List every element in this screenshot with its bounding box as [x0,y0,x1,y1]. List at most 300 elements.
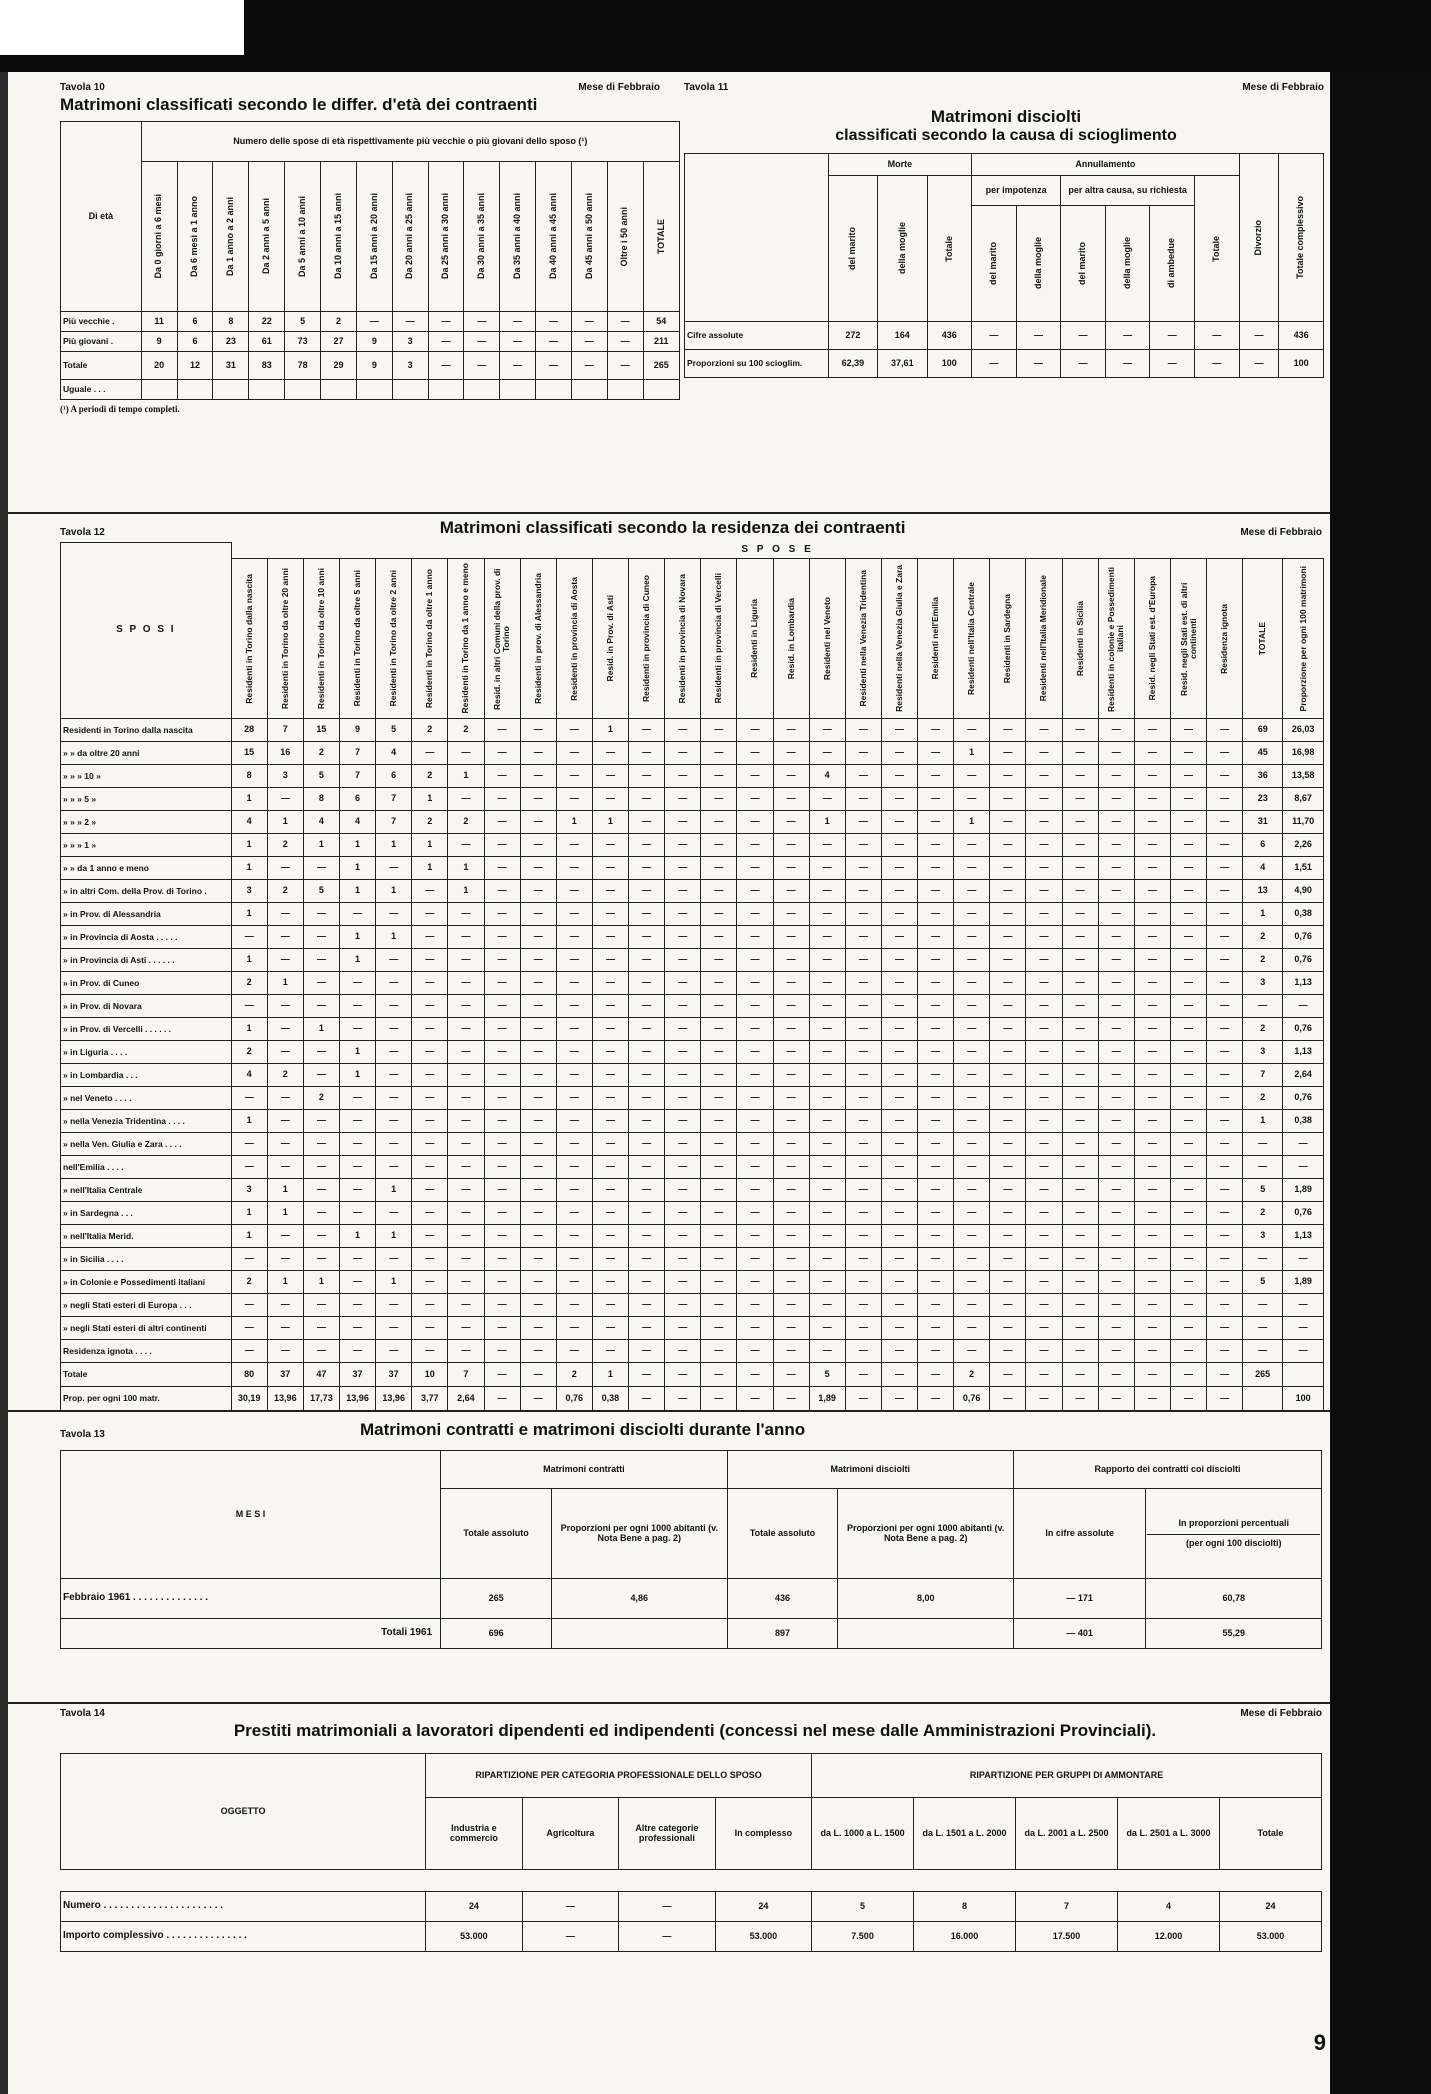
table-12-cell: 8,67 [1283,788,1324,811]
table-10-cell: 54 [643,312,679,332]
table-12-cell: — [412,1133,448,1156]
table-10-cell: 5 [285,312,321,332]
table-12-cell: — [665,1156,701,1179]
table-12-cell: 2 [1243,926,1283,949]
table-14-col-head: Totale [1219,1798,1321,1870]
table-12-cell: — [484,1133,520,1156]
table-12-cell: — [881,765,917,788]
table-12-cell: — [1283,1294,1324,1317]
table-12-row-label: » in altri Com. della Prov. di Torino . [61,880,232,903]
table-10-col-head [571,162,607,312]
table-12-col-head [520,559,556,719]
table-12-cell: — [1062,1271,1098,1294]
table-11-group-annullamento: Annullamento [972,154,1239,176]
table-12-cell: — [448,1248,484,1271]
table-12-cell: — [1098,995,1134,1018]
table-13-col-disciolti-prop: Proporzioni per ogni 1000 abitanti (v. Nota Bene a pag. 2) [838,1489,1014,1579]
table-12-cell: — [1207,1363,1243,1387]
table-12-cell: — [845,1271,881,1294]
table-12-cell: — [1283,1248,1324,1271]
table-12-cell: 2 [231,1271,267,1294]
table-11-col-morte-totale: Totale [943,235,954,262]
table-12-cell: — [737,1294,773,1317]
table-12-cell: — [303,949,339,972]
page-number: 9 [1313,2030,1326,2055]
table-11-cell: — [1239,322,1279,350]
table-12-cell: — [1098,903,1134,926]
table-10-col-label: Da 15 anni a 20 anni [368,193,379,280]
table-11-cell: 100 [1279,350,1324,378]
table-12-cell: — [773,1271,809,1294]
table-10-row-label: Più vecchie . [61,312,142,332]
table-12-cell: — [773,926,809,949]
table-11-cell: — [1016,322,1061,350]
table-13-cell [552,1619,728,1649]
table-12-cell: — [484,1363,520,1387]
table-12-cell: 0,76 [556,1387,592,1411]
table-12-cell: 0,76 [954,1387,990,1411]
table-12-cell: — [665,719,701,742]
table-12-cell: — [665,926,701,949]
table-12-cell: — [1062,949,1098,972]
table-12-cell: — [592,1041,628,1064]
table-12-cell: — [990,1248,1026,1271]
table-12-cell: — [881,1387,917,1411]
table-12-row-label: » in Lombardia . . . [61,1064,232,1087]
table-12-cell: — [1026,1041,1062,1064]
table-14-cell: 53.000 [1219,1922,1321,1952]
table-12-row-label: Residenza ignota . . . . [61,1340,232,1363]
table-12-cell: 26,03 [1283,719,1324,742]
table-10-row-label: Uguale . . . [61,380,142,400]
table-12-cell: — [556,765,592,788]
table-12-cell: — [629,1133,665,1156]
table-12-cell: — [881,1248,917,1271]
table-12-col-label: Residenti nell'Italia Meridionale [1038,575,1049,702]
table-12-cell: — [448,903,484,926]
table-12-cell: — [954,880,990,903]
table-12-cell: — [376,1064,412,1087]
table-12-cell: — [592,1064,628,1087]
table-13-row-label: Totali 1961 [61,1619,441,1649]
table-10-col-head [643,162,679,312]
table-12-cell: — [809,1133,845,1156]
table-12-cell: — [737,834,773,857]
table-12-cell: — [845,811,881,834]
table-12-cell: — [990,1225,1026,1248]
table-row [61,1202,1324,1225]
table-10-cell: — [607,312,643,332]
table-12-cell: — [376,1248,412,1271]
table-12-cell: — [484,1110,520,1133]
table-12-cell: 7 [267,719,303,742]
table-12-cell: — [918,719,954,742]
table-12-cell: — [592,1087,628,1110]
table-14-row-label: Importo complessivo . . . . . . . . . . . . . . . [61,1922,426,1952]
table-11-col-imp-moglie: della moglie [1032,237,1043,290]
table-14-cell: 24 [1219,1892,1321,1922]
table-12-col-label: Residenti in Sicilia [1074,600,1085,677]
table-12-col-head [773,559,809,719]
table-12-cell: — [629,1202,665,1225]
table-12-cell: — [1062,1387,1098,1411]
table-12-cell: — [1026,1294,1062,1317]
table-10-cell: — [356,312,392,332]
table-12-cell: — [918,949,954,972]
table-12-cell: — [412,1202,448,1225]
table-12-row-label: » » da 1 anno e meno [61,857,232,880]
table-12-col-label: Residenti in Torino da 1 anno e meno [460,563,471,714]
table-12-cell: — [412,1317,448,1340]
table-12-cell: — [1283,1317,1324,1340]
table-14-col-head: Agricoltura [522,1798,618,1870]
table-12-cell: — [665,903,701,926]
scan-left-border [0,72,8,2094]
table-12-cell: 1,13 [1283,972,1324,995]
table-12-cell: — [484,719,520,742]
table-11-cell: 100 [927,350,972,378]
table-12-cell: — [845,972,881,995]
table-12-cell: — [1170,880,1206,903]
table-12-cell: — [267,1225,303,1248]
table-row [61,1271,1324,1294]
table-12-cell: — [954,995,990,1018]
table-12-cell: — [1098,1179,1134,1202]
table-row [61,352,680,380]
table-12-col-label: Resid. negli Stati est. d'Europa [1146,576,1157,701]
table-12-row-label: » nel Veneto . . . . [61,1087,232,1110]
table-12-cell: — [701,926,737,949]
table-12-cell: — [267,1294,303,1317]
table-12-cell: — [1062,972,1098,995]
table-12-cell: — [376,1041,412,1064]
table-12-cell: — [484,1271,520,1294]
table-12-cell: — [1134,1271,1170,1294]
table-11 [684,153,1324,378]
table-12-cell: — [629,742,665,765]
table-12-cell: — [665,1133,701,1156]
table-12-cell: — [954,1248,990,1271]
table-12-row-label: Totale [61,1363,232,1387]
table-row [61,972,1324,995]
table-14-title: Prestiti matrimoniali a lavoratori dipendenti ed indipendenti (concessi nel mese dalle Amministrazioni Provinciali). [233,1721,1157,1740]
table-12-cell: — [737,1041,773,1064]
table-14-cell: — [619,1922,715,1952]
table-12-cell: 1 [954,742,990,765]
table-10-title: Matrimoni classificati secondo le differ. d'età dei contraenti [60,95,538,114]
table-12-cell: — [1170,1271,1206,1294]
table-12-cell: 5 [1243,1271,1283,1294]
table-12-cell: — [1062,857,1098,880]
table-12-col-label: Proporzione per ogni 100 matrimoni [1297,565,1308,712]
table-12-cell: — [845,949,881,972]
table-12-cell: — [1026,972,1062,995]
table-12-cell: — [303,995,339,1018]
table-11-tag: Tavola 11 [684,82,729,93]
table-12-cell: 6 [340,788,376,811]
table-12-cell: — [773,1363,809,1387]
table-12-cell: — [665,1363,701,1387]
table-12-cell: — [556,1225,592,1248]
table-12-title: Matrimoni classificati secondo la residenza dei contraenti [439,518,906,537]
table-12-cell: — [809,1248,845,1271]
table-12-cell: — [918,1041,954,1064]
table-12-col-head [701,559,737,719]
table-12-cell: — [1243,1248,1283,1271]
table-12-cell: 2 [556,1363,592,1387]
table-12-cell: — [918,1202,954,1225]
table-12-cell: — [1026,1110,1062,1133]
table-12-cell: — [809,1156,845,1179]
table-12-cell: — [592,880,628,903]
table-12-cell: — [845,719,881,742]
table-12-cell: — [1243,1340,1283,1363]
table-12-cell: 1 [267,1271,303,1294]
table-12-cell: — [773,719,809,742]
table-12-cell: — [520,1018,556,1041]
table-12-cell: 36 [1243,765,1283,788]
table-12-cell: 1 [1243,1110,1283,1133]
table-13-col-in-prop-sub: (per ogni 100 disciolti) [1147,1534,1320,1548]
table-12-cell: — [1207,995,1243,1018]
table-12-cell: — [954,1110,990,1133]
table-12-cell: — [701,788,737,811]
table-12-cell: — [1098,857,1134,880]
table-12-cell: — [376,1156,412,1179]
table-12-row-label: » nella Ven. Giulia e Zara . . . . [61,1133,232,1156]
table-12-cell: — [1170,1018,1206,1041]
table-14-section [60,1708,1330,1952]
divider-1 [8,512,1330,514]
table-12-cell: — [701,742,737,765]
table-row [61,1340,1324,1363]
table-12-cell: — [448,1340,484,1363]
table-12-cell: — [448,1271,484,1294]
table-12-cell: — [629,1179,665,1202]
table-12-cell: — [412,903,448,926]
table-12-col-head [1283,559,1324,719]
table-12-cell: — [701,1018,737,1041]
table-12-cell: — [773,857,809,880]
table-12-cell: — [701,1087,737,1110]
table-12-cell: — [484,1317,520,1340]
table-12-col-head [629,559,665,719]
table-10-cell: 9 [141,332,177,352]
table-12-cell: — [1207,949,1243,972]
table-12-cell: — [340,1179,376,1202]
table-12-cell: — [990,1156,1026,1179]
table-12-cell: — [1062,1156,1098,1179]
table-12-cell: — [737,1363,773,1387]
table-12-cell: — [665,742,701,765]
table-12-cell: — [1134,765,1170,788]
table-12-cell: — [809,788,845,811]
table-12-cell: — [881,1133,917,1156]
table-12-cell: — [629,1317,665,1340]
table-12-cell: — [267,1110,303,1133]
table-12-cell: — [592,1110,628,1133]
table-12-cell: — [1134,857,1170,880]
table-12-cell: — [990,926,1026,949]
table-12-cell: — [231,1248,267,1271]
table-12-cell: — [845,1087,881,1110]
table-12-cell: 45 [1243,742,1283,765]
table-12-cell: — [737,857,773,880]
table-11-cell: — [1105,350,1150,378]
table-12-cell: — [773,1294,809,1317]
table-12-cell: — [629,1387,665,1411]
table-12-cell: — [1098,1225,1134,1248]
table-12-cell: — [881,1294,917,1317]
table-12-cell: — [1062,1340,1098,1363]
table-13-cell: 897 [727,1619,838,1649]
table-12-cell: — [1134,1363,1170,1387]
table-12-cell: — [918,742,954,765]
table-12-cell: 4 [340,811,376,834]
table-12-cell: — [773,1317,809,1340]
table-12-cell: — [1207,1387,1243,1411]
table-12-cell: — [918,1363,954,1387]
table-12-cell: — [231,926,267,949]
table-10-col-head [428,162,464,312]
table-12-col-label: Residenti in provincia di Vercelli [713,573,724,704]
table-12-cell: — [629,788,665,811]
table-12-cell: — [376,972,412,995]
table-12-cell: — [1098,742,1134,765]
table-12-cell: 1 [340,1064,376,1087]
table-12-cell: — [1207,1225,1243,1248]
table-11-col-ann-totale: Totale [1211,235,1222,262]
table-12-cell: — [665,1179,701,1202]
table-12-cell: — [1170,1248,1206,1271]
table-10-cell: 3 [392,332,428,352]
table-10-col-head [356,162,392,312]
table-10-cell [464,380,500,400]
table-12-cell: — [520,880,556,903]
table-12-row-label: » in Sardegna . . . [61,1202,232,1225]
table-13-col-in-cifre: In cifre assolute [1013,1489,1145,1579]
table-12-cell: — [845,1294,881,1317]
table-12-col-label: Resid. in altri Comuni della prov. di Torino [492,567,512,710]
table-12-cell: — [737,903,773,926]
table-10-cell: — [536,312,572,332]
table-12-cell: — [629,1156,665,1179]
table-12-cell: — [1026,949,1062,972]
table-12-cell: — [556,1271,592,1294]
table-12-cell: — [1098,765,1134,788]
table-12-cell: — [1207,765,1243,788]
table-12-cell: 1 [231,903,267,926]
table-12-cell: 31 [1243,811,1283,834]
table-12-cell: — [484,765,520,788]
table-11-cell: — [1194,350,1239,378]
table-12 [60,542,1324,1411]
table-12-cell: 1 [303,834,339,857]
table-12-cell: — [340,1248,376,1271]
table-12-cell: — [1243,995,1283,1018]
table-12-cell: — [881,1087,917,1110]
table-12-cell: — [592,972,628,995]
table-12-cell: 1 [1243,903,1283,926]
table-12-cell: — [1026,834,1062,857]
table-14-col-head: da L. 1501 a L. 2000 [914,1798,1016,1870]
table-12-cell: — [1062,719,1098,742]
table-12-cell: — [990,1064,1026,1087]
table-12-cell: — [737,1387,773,1411]
table-12-cell: — [918,1317,954,1340]
table-12-cell: — [1134,1156,1170,1179]
table-12-cell: — [376,857,412,880]
table-row [61,742,1324,765]
table-10-col-label: Da 5 anni a 10 anni [296,195,307,278]
table-10-cell: 31 [213,352,249,380]
table-12-row-label: » nell'Italia Merid. [61,1225,232,1248]
table-12-cell: — [1134,972,1170,995]
table-row [61,719,1324,742]
table-12-cell: — [267,926,303,949]
table-12-cell: 1 [267,1202,303,1225]
table-12-cell: 4 [809,765,845,788]
table-12-col-head [665,559,701,719]
table-12-cell: — [737,1317,773,1340]
table-12-cell: — [412,1064,448,1087]
table-12-cell: — [773,1340,809,1363]
table-row [61,1363,1324,1387]
table-12-cell: — [773,949,809,972]
table-12-cell: 7 [376,788,412,811]
table-12-cell: — [918,903,954,926]
table-row [61,834,1324,857]
table-12-cell: 3 [267,765,303,788]
table-12-cell: — [448,949,484,972]
table-12-cell: 2 [267,1064,303,1087]
table-12-cell: — [231,1087,267,1110]
table-row [61,380,680,400]
table-12-row-label: Residenti in Torino dalla nascita [61,719,232,742]
table-12-cell: 37 [340,1363,376,1387]
table-10-cell: 6 [177,312,213,332]
table-13-col-disciolti-totale: Totale assoluto [727,1489,838,1579]
table-row [61,312,680,332]
table-12-cell [1243,1387,1283,1411]
table-12-cell: — [809,742,845,765]
table-12-cell: — [1207,1294,1243,1317]
table-12-spose-head: S P O S E [741,544,814,555]
table-12-cell: — [845,1041,881,1064]
table-12-cell: — [918,1225,954,1248]
table-13-col-in-prop-label: In proporzioni percentuali [1178,1517,1289,1528]
table-12-cell: — [809,880,845,903]
table-12-cell: — [303,1202,339,1225]
table-12-cell: — [1170,811,1206,834]
table-12-col-label: Residenti in provincia di Cuneo [641,574,652,703]
table-12-cell: — [990,1041,1026,1064]
table-12-cell: — [881,1363,917,1387]
table-11-title-line1: Matrimoni disciolti [930,107,1082,126]
table-12-cell: — [520,903,556,926]
table-13-tag: Tavola 13 [60,1429,105,1440]
table-12-cell: — [990,857,1026,880]
table-12-cell: — [701,1110,737,1133]
table-12-cell: — [520,1064,556,1087]
table-11-cell: 164 [878,322,927,350]
table-12-cell: — [1207,834,1243,857]
table-12-cell: — [845,765,881,788]
table-12-cell: — [737,811,773,834]
table-12-cell: — [1026,1087,1062,1110]
table-14-cell: 8 [914,1892,1016,1922]
table-11-cell: 62,39 [828,350,877,378]
